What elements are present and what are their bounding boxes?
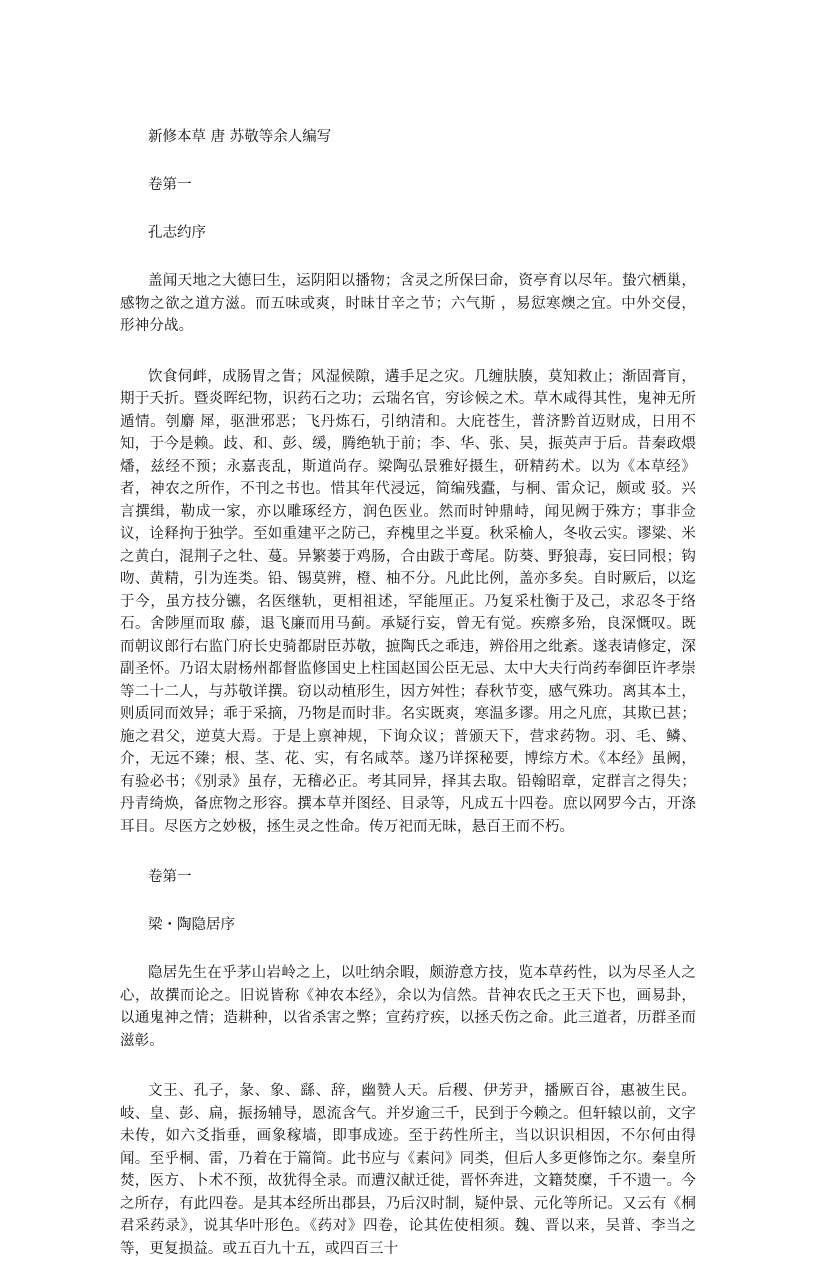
volume-heading: 卷第一 — [148, 177, 192, 193]
paragraph: 隐居先生在乎茅山岩岭之上，以吐纳余暇，颇游意方技，览本草药性，以为尽圣人之心，故撰而论之。旧说皆称《神农本经》，余以为信然。昔神农氏之王天下也，画易卦，以通鬼神之情；造耕种，以省杀害之弊；宣药疗疾，以拯夭伤之命。此三道者，历群圣而滋彰。 — [120, 965, 696, 1049]
document-title: 新修本草 唐 苏敬等余人编写 — [148, 129, 332, 145]
paragraph: 盖闻天地之大德曰生，运阴阳以播物；含灵之所保曰命，资亭育以尽年。蛰穴栖巢，感物之欲之道方滋。而五味或爽，时昧甘辛之节；六气斯 ，易愆寒燠之宜。中外交侵，形神分战。 — [120, 273, 696, 334]
document-page — [120, 126, 696, 1288]
preface-title: 孔志约序 — [148, 225, 206, 241]
volume-heading: 卷第一 — [148, 869, 192, 885]
paragraph: 文王、孔子，彖、象、繇、辞，幽赞人天。后稷、伊芳尹，播厥百谷，惠被生民。岐、皇、彭、扁，振扬辅导，恩流含气。并岁逾三千，民到于今赖之。但轩辕以前，文字未传，如六爻指垂，画象稼墙，即事成迹。至于药性所主，当以识识相因，不尔何由得闻。至乎桐、雷，乃着在于篇简。此书应与《素问》同类，但后人多更修饰之尔。秦皇所焚，医方、卜术不预，故犹得全录。而遭汉献迁徙，晋怀奔进，文籍焚糜，千不遗一。今之所存，有此四卷。是其本经所出郡县，乃后汉时制，疑仲景、元化等所记。又云有《桐君采药录》，说其华叶形色。《药对》四卷，论其佐使相须。魏、晋以来，吴普、李当之等，更复损益。或五百九十五，或四百三十 — [120, 1083, 696, 1257]
preface-title: 梁・陶隐居序 — [148, 917, 235, 933]
paragraph: 饮食伺衅，成肠胃之眚；风湿候隙，遘手足之灾。几缠肤腠，莫知救止；渐固膏肓，期于夭折。暨炎晖纪物，识药石之功；云瑞名官，穷诊候之术。草木咸得其性，鬼神无所遁情。刳麝 犀，驱泄邪恶；飞丹炼石，引纳清和。大庇苍生，普济黔首迈财成，日用不知，于今是赖。歧、和、彭、缓，腾绝轨于前；李、华、张、吴，振英声于后。昔秦政煨燔，兹经不预；永嘉丧乱，斯道尚存。梁陶弘景雅好摄生，研精药术。以为《本草经》者，神农之所作，不刊之书也。惜其年代浸远，简编残蠹，与桐、雷众记，颇或 驳。兴言撰缉，勒成一家，亦以雕琢经方，润色医业。然而时钟鼎峙，闻见阙于殊方；事非佥议，诠释拘于独学。至如重建平之防己，弃槐里之半夏。秋采榆人，冬收云实。谬粱、米之黄白，混荆子之牡、蔓。异繁蒌于鸡肠，合由跋于鸢尾。防葵、野狼毒，妄曰同根；钩吻、黄精，引为连类。铅、锡莫辨，橙、柚不分。凡此比例，盖亦多矣。自时厥后，以迄于今，虽方技分镳，名医继轨，更相祖述，罕能厘正。乃复采杜衡于及己，求忍冬于络石。舍陟厘而取 藤，退飞廉而用马蓟。承疑行妄，曾无有觉。疾瘵多殆，良深慨叹。既而朝议郎行右监门府长史骑都尉臣苏敬，摭陶氏之乖违，辨俗用之纰紊。遂表请修定，深副圣怀。乃诏太尉杨州都督监修国史上柱国赵国公臣无忌、太中大夫行尚药奉御臣许孝崇等二十二人，与苏敬详撰。窃以动植形生，因方舛性；春秋节变，感气殊功。离其本土，则质同而效异；乖于采摘，乃物是而时非。名实既爽，寒温多谬。用之凡庶，其欺已甚；施之君父，逆莫大焉。于是上禀神规，下询众议；普颁天下，营求药物。羽、毛、鳞、介，无远不臻；根、茎、花、实，有名咸萃。遂乃详探秘要，博综方术。《本经》虽阙，有验必书；《别录》虽存，无稽必正。考其同异，择其去取。铅翰昭章，定群言之得失；丹青绮焕，备庶物之形容。撰本草并图经、目录等，凡成五十四卷。庶以网罗今古，开涤耳目。尽医方之妙极，拯生灵之性命。传万祀而无昧，悬百王而不朽。 — [120, 368, 696, 835]
